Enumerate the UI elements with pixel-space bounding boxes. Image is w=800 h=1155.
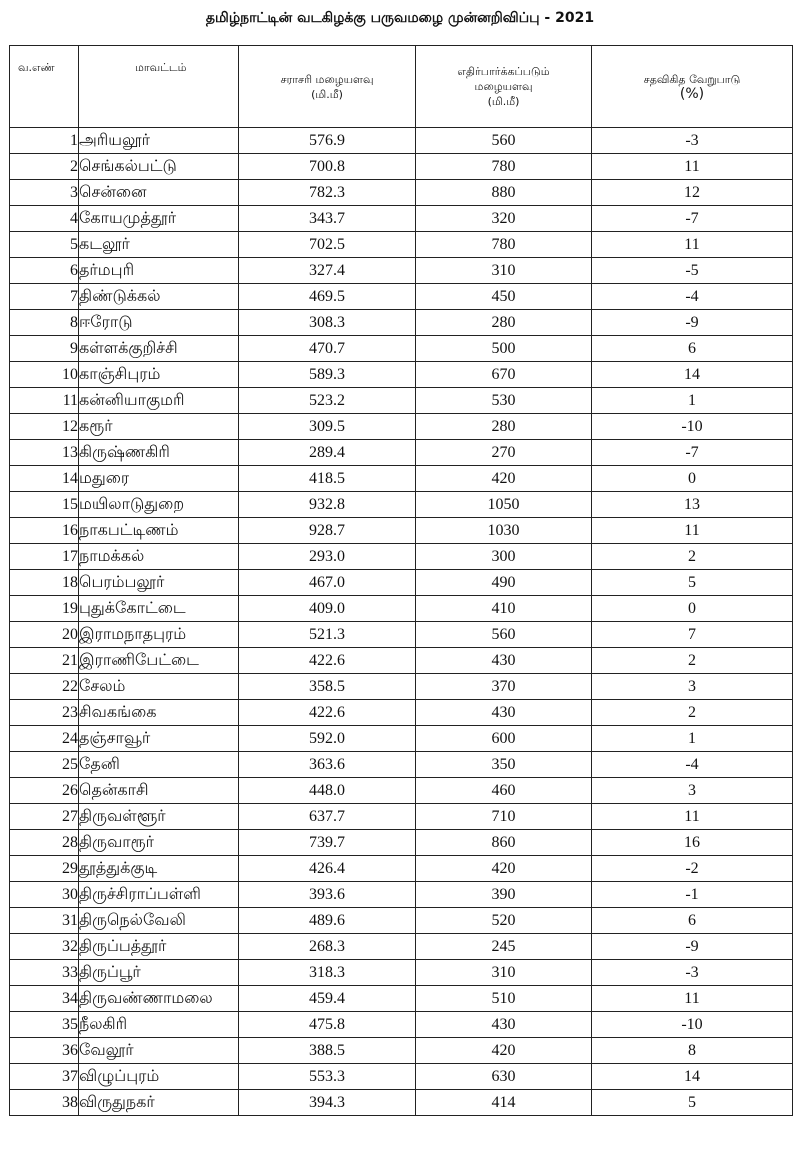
cell-expected-rainfall: 880	[416, 180, 592, 206]
rainfall-forecast-table	[9, 45, 793, 1116]
cell-average-rainfall: 589.3	[239, 362, 416, 388]
cell-expected-rainfall: 245	[416, 934, 592, 960]
cell-average-rainfall: 739.7	[239, 830, 416, 856]
cell-district: இராமநாதபுரம்	[79, 622, 239, 648]
cell-district: திருநெல்வேலி	[79, 908, 239, 934]
table-row	[10, 258, 793, 284]
cell-district: இராணிபேட்டை	[79, 648, 239, 674]
cell-serial-number: 13	[10, 440, 79, 466]
cell-average-rainfall: 576.9	[239, 128, 416, 154]
cell-percent-variation: 14	[592, 362, 793, 388]
cell-percent-variation: 7	[592, 622, 793, 648]
cell-average-rainfall: 448.0	[239, 778, 416, 804]
cell-expected-rainfall: 1050	[416, 492, 592, 518]
cell-serial-number: 36	[10, 1038, 79, 1064]
table-row	[10, 908, 793, 934]
cell-average-rainfall: 268.3	[239, 934, 416, 960]
header-district	[79, 46, 239, 128]
cell-expected-rainfall: 490	[416, 570, 592, 596]
cell-district: விழுப்புரம்	[79, 1064, 239, 1090]
cell-percent-variation: 11	[592, 518, 793, 544]
cell-district: திருவாரூர்	[79, 830, 239, 856]
table-row	[10, 310, 793, 336]
cell-district: திருவள்ளூர்	[79, 804, 239, 830]
document-title: தமிழ்நாட்டின் வடகிழக்கு பருவமழை முன்னறிவிப்பு - 2021	[205, 10, 595, 26]
cell-expected-rainfall: 370	[416, 674, 592, 700]
cell-percent-variation: 12	[592, 180, 793, 206]
cell-average-rainfall: 553.3	[239, 1064, 416, 1090]
table-row	[10, 648, 793, 674]
cell-district: கிருஷ்ணகிரி	[79, 440, 239, 466]
table-row	[10, 752, 793, 778]
cell-serial-number: 21	[10, 648, 79, 674]
cell-serial-number: 33	[10, 960, 79, 986]
cell-district: தூத்துக்குடி	[79, 856, 239, 882]
cell-percent-variation: 11	[592, 232, 793, 258]
cell-average-rainfall: 523.2	[239, 388, 416, 414]
cell-serial-number: 26	[10, 778, 79, 804]
cell-expected-rainfall: 1030	[416, 518, 592, 544]
cell-expected-rainfall: 520	[416, 908, 592, 934]
table-row	[10, 986, 793, 1012]
header-percent-variation	[592, 46, 793, 128]
cell-average-rainfall: 637.7	[239, 804, 416, 830]
cell-expected-rainfall: 414	[416, 1090, 592, 1116]
table-row	[10, 128, 793, 154]
cell-serial-number: 10	[10, 362, 79, 388]
cell-district: தர்மபுரி	[79, 258, 239, 284]
cell-average-rainfall: 475.8	[239, 1012, 416, 1038]
cell-percent-variation: 16	[592, 830, 793, 856]
table-row	[10, 284, 793, 310]
cell-district: நீலகிரி	[79, 1012, 239, 1038]
cell-percent-variation: 1	[592, 726, 793, 752]
cell-serial-number: 31	[10, 908, 79, 934]
table-row	[10, 492, 793, 518]
header-average-unit: (மி.மீ)	[311, 87, 343, 101]
cell-expected-rainfall: 600	[416, 726, 592, 752]
cell-district: காஞ்சிபுரம்	[79, 362, 239, 388]
table-row	[10, 804, 793, 830]
cell-percent-variation: -10	[592, 414, 793, 440]
cell-expected-rainfall: 560	[416, 128, 592, 154]
cell-average-rainfall: 700.8	[239, 154, 416, 180]
cell-expected-rainfall: 430	[416, 1012, 592, 1038]
cell-expected-rainfall: 310	[416, 258, 592, 284]
cell-serial-number: 18	[10, 570, 79, 596]
cell-average-rainfall: 363.6	[239, 752, 416, 778]
cell-serial-number: 20	[10, 622, 79, 648]
cell-expected-rainfall: 390	[416, 882, 592, 908]
cell-percent-variation: -9	[592, 310, 793, 336]
cell-percent-variation: -7	[592, 440, 793, 466]
cell-expected-rainfall: 460	[416, 778, 592, 804]
header-expected-label-2: மழையளவு	[474, 80, 533, 93]
header-expected-unit: (மி.மீ)	[487, 95, 520, 108]
cell-average-rainfall: 308.3	[239, 310, 416, 336]
cell-percent-variation: 8	[592, 1038, 793, 1064]
cell-expected-rainfall: 350	[416, 752, 592, 778]
cell-percent-variation: -4	[592, 284, 793, 310]
table-row	[10, 726, 793, 752]
table-row	[10, 622, 793, 648]
cell-serial-number: 17	[10, 544, 79, 570]
cell-serial-number: 5	[10, 232, 79, 258]
cell-serial-number: 9	[10, 336, 79, 362]
table-row	[10, 206, 793, 232]
cell-district: கரூர்	[79, 414, 239, 440]
cell-serial-number: 1	[10, 128, 79, 154]
cell-expected-rainfall: 280	[416, 310, 592, 336]
cell-percent-variation: -9	[592, 934, 793, 960]
cell-percent-variation: -3	[592, 128, 793, 154]
cell-expected-rainfall: 780	[416, 154, 592, 180]
table-row	[10, 154, 793, 180]
cell-percent-variation: -1	[592, 882, 793, 908]
cell-district: பெரம்பலூர்	[79, 570, 239, 596]
cell-serial-number: 22	[10, 674, 79, 700]
cell-district: மதுரை	[79, 466, 239, 492]
cell-district: வேலூர்	[79, 1038, 239, 1064]
header-serial-number-label: வ.எண்	[18, 61, 55, 74]
cell-expected-rainfall: 320	[416, 206, 592, 232]
cell-percent-variation: -4	[592, 752, 793, 778]
header-average-rainfall	[239, 46, 416, 128]
table-row	[10, 544, 793, 570]
cell-expected-rainfall: 310	[416, 960, 592, 986]
cell-average-rainfall: 470.7	[239, 336, 416, 362]
cell-expected-rainfall: 420	[416, 856, 592, 882]
cell-average-rainfall: 318.3	[239, 960, 416, 986]
header-expected-label: எதிர்பார்க்கப்படும்	[457, 65, 550, 78]
cell-expected-rainfall: 300	[416, 544, 592, 570]
cell-percent-variation: 6	[592, 336, 793, 362]
cell-district: திருப்பத்தூர்	[79, 934, 239, 960]
cell-average-rainfall: 521.3	[239, 622, 416, 648]
cell-expected-rainfall: 430	[416, 700, 592, 726]
cell-serial-number: 4	[10, 206, 79, 232]
table-row	[10, 674, 793, 700]
cell-average-rainfall: 469.5	[239, 284, 416, 310]
cell-average-rainfall: 409.0	[239, 596, 416, 622]
table-row	[10, 596, 793, 622]
table-row	[10, 778, 793, 804]
table-row	[10, 388, 793, 414]
table-row	[10, 440, 793, 466]
cell-expected-rainfall: 420	[416, 466, 592, 492]
cell-average-rainfall: 289.4	[239, 440, 416, 466]
cell-serial-number: 37	[10, 1064, 79, 1090]
cell-expected-rainfall: 500	[416, 336, 592, 362]
header-expected-rainfall	[416, 46, 592, 128]
cell-district: செங்கல்பட்டு	[79, 154, 239, 180]
cell-expected-rainfall: 410	[416, 596, 592, 622]
header-serial-number	[10, 46, 79, 128]
table-row	[10, 1064, 793, 1090]
header-average-label: சராசரி மழையளவு	[280, 72, 374, 86]
cell-average-rainfall: 394.3	[239, 1090, 416, 1116]
cell-serial-number: 12	[10, 414, 79, 440]
cell-expected-rainfall: 510	[416, 986, 592, 1012]
cell-expected-rainfall: 780	[416, 232, 592, 258]
cell-average-rainfall: 422.6	[239, 648, 416, 674]
cell-district: கோயமுத்தூர்	[79, 206, 239, 232]
cell-serial-number: 8	[10, 310, 79, 336]
cell-serial-number: 24	[10, 726, 79, 752]
cell-serial-number: 27	[10, 804, 79, 830]
cell-average-rainfall: 932.8	[239, 492, 416, 518]
cell-district: தஞ்சாவூர்	[79, 726, 239, 752]
cell-expected-rainfall: 420	[416, 1038, 592, 1064]
cell-serial-number: 23	[10, 700, 79, 726]
table-row	[10, 700, 793, 726]
table-row	[10, 1090, 793, 1116]
header-district-label: மாவட்டம்	[135, 61, 187, 74]
cell-percent-variation: 11	[592, 154, 793, 180]
cell-expected-rainfall: 430	[416, 648, 592, 674]
cell-percent-variation: 2	[592, 648, 793, 674]
cell-percent-variation: 1	[592, 388, 793, 414]
cell-expected-rainfall: 670	[416, 362, 592, 388]
cell-average-rainfall: 702.5	[239, 232, 416, 258]
header-variation-label: சதவிகித வேறுபாடு	[643, 72, 741, 86]
cell-serial-number: 34	[10, 986, 79, 1012]
cell-percent-variation: -7	[592, 206, 793, 232]
cell-percent-variation: 3	[592, 674, 793, 700]
cell-expected-rainfall: 710	[416, 804, 592, 830]
cell-district: திருப்பூர்	[79, 960, 239, 986]
table-row	[10, 1038, 793, 1064]
table-header	[10, 46, 793, 128]
cell-district: கன்னியாகுமரி	[79, 388, 239, 414]
cell-average-rainfall: 388.5	[239, 1038, 416, 1064]
cell-serial-number: 3	[10, 180, 79, 206]
cell-serial-number: 19	[10, 596, 79, 622]
cell-district: விருதுநகர்	[79, 1090, 239, 1116]
cell-average-rainfall: 418.5	[239, 466, 416, 492]
cell-district: நாகபட்டிணம்	[79, 518, 239, 544]
cell-expected-rainfall: 450	[416, 284, 592, 310]
cell-district: மயிலாடுதுறை	[79, 492, 239, 518]
cell-expected-rainfall: 280	[416, 414, 592, 440]
cell-percent-variation: 6	[592, 908, 793, 934]
cell-percent-variation: 0	[592, 466, 793, 492]
cell-expected-rainfall: 270	[416, 440, 592, 466]
header-variation-unit: (%)	[679, 85, 705, 102]
cell-average-rainfall: 426.4	[239, 856, 416, 882]
table-row	[10, 232, 793, 258]
cell-percent-variation: 5	[592, 1090, 793, 1116]
cell-percent-variation: 11	[592, 804, 793, 830]
table-body	[10, 128, 793, 1116]
cell-average-rainfall: 327.4	[239, 258, 416, 284]
table-row	[10, 960, 793, 986]
cell-percent-variation: 14	[592, 1064, 793, 1090]
cell-percent-variation: 2	[592, 700, 793, 726]
cell-district: கள்ளக்குறிச்சி	[79, 336, 239, 362]
cell-serial-number: 6	[10, 258, 79, 284]
table-row	[10, 518, 793, 544]
cell-expected-rainfall: 630	[416, 1064, 592, 1090]
cell-expected-rainfall: 530	[416, 388, 592, 414]
cell-district: திண்டுக்கல்	[79, 284, 239, 310]
cell-percent-variation: -10	[592, 1012, 793, 1038]
cell-serial-number: 2	[10, 154, 79, 180]
cell-serial-number: 29	[10, 856, 79, 882]
table-row	[10, 180, 793, 206]
cell-average-rainfall: 422.6	[239, 700, 416, 726]
table-row	[10, 830, 793, 856]
cell-average-rainfall: 393.6	[239, 882, 416, 908]
cell-percent-variation: 5	[592, 570, 793, 596]
cell-serial-number: 38	[10, 1090, 79, 1116]
cell-serial-number: 14	[10, 466, 79, 492]
cell-average-rainfall: 592.0	[239, 726, 416, 752]
table-row	[10, 362, 793, 388]
cell-average-rainfall: 928.7	[239, 518, 416, 544]
cell-percent-variation: 0	[592, 596, 793, 622]
cell-serial-number: 28	[10, 830, 79, 856]
cell-average-rainfall: 358.5	[239, 674, 416, 700]
table-row	[10, 882, 793, 908]
cell-district: புதுக்கோட்டை	[79, 596, 239, 622]
table-row	[10, 856, 793, 882]
cell-serial-number: 7	[10, 284, 79, 310]
table-row	[10, 466, 793, 492]
cell-percent-variation: -3	[592, 960, 793, 986]
cell-average-rainfall: 293.0	[239, 544, 416, 570]
cell-average-rainfall: 782.3	[239, 180, 416, 206]
cell-district: சேலம்	[79, 674, 239, 700]
cell-serial-number: 11	[10, 388, 79, 414]
cell-serial-number: 16	[10, 518, 79, 544]
cell-district: சென்னை	[79, 180, 239, 206]
cell-average-rainfall: 467.0	[239, 570, 416, 596]
cell-district: ஈரோடு	[79, 310, 239, 336]
cell-expected-rainfall: 860	[416, 830, 592, 856]
table-row	[10, 414, 793, 440]
cell-serial-number: 32	[10, 934, 79, 960]
cell-district: கடலூர்	[79, 232, 239, 258]
cell-district: தேனி	[79, 752, 239, 778]
cell-district: திருச்சிராப்பள்ளி	[79, 882, 239, 908]
table-row	[10, 336, 793, 362]
cell-serial-number: 25	[10, 752, 79, 778]
cell-serial-number: 30	[10, 882, 79, 908]
cell-average-rainfall: 489.6	[239, 908, 416, 934]
cell-percent-variation: 11	[592, 986, 793, 1012]
cell-district: தென்காசி	[79, 778, 239, 804]
table-row	[10, 1012, 793, 1038]
table-row	[10, 934, 793, 960]
cell-average-rainfall: 309.5	[239, 414, 416, 440]
cell-district: அரியலூர்	[79, 128, 239, 154]
cell-average-rainfall: 343.7	[239, 206, 416, 232]
cell-percent-variation: -2	[592, 856, 793, 882]
cell-percent-variation: -5	[592, 258, 793, 284]
cell-serial-number: 35	[10, 1012, 79, 1038]
cell-percent-variation: 13	[592, 492, 793, 518]
header-row	[10, 46, 793, 128]
cell-district: திருவண்ணாமலை	[79, 986, 239, 1012]
cell-percent-variation: 3	[592, 778, 793, 804]
table-row	[10, 570, 793, 596]
cell-percent-variation: 2	[592, 544, 793, 570]
cell-district: சிவகங்கை	[79, 700, 239, 726]
cell-expected-rainfall: 560	[416, 622, 592, 648]
cell-district: நாமக்கல்	[79, 544, 239, 570]
cell-serial-number: 15	[10, 492, 79, 518]
cell-average-rainfall: 459.4	[239, 986, 416, 1012]
